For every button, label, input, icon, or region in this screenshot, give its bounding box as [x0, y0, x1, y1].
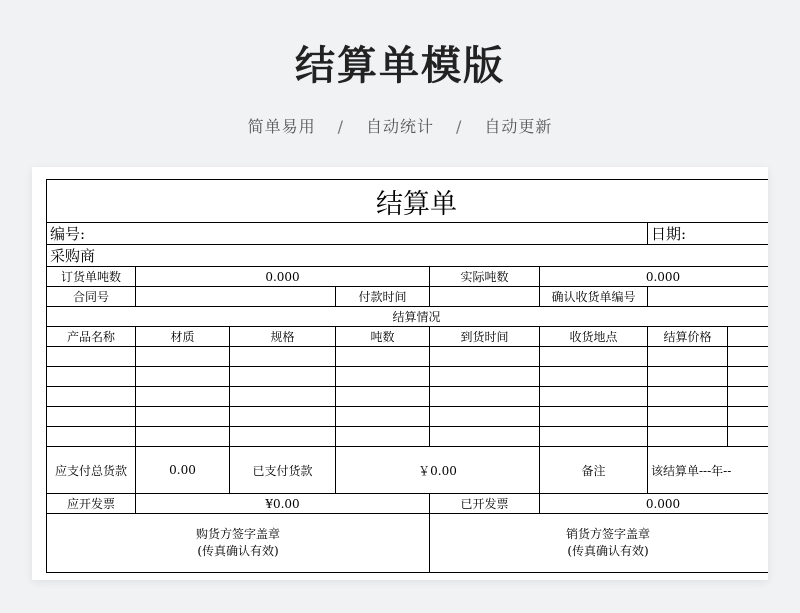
col-delivery-place: 收货地点	[540, 327, 648, 347]
buyer-label: 采购商	[47, 245, 769, 267]
receipt-no-value[interactable]	[648, 287, 769, 307]
page-title: 结算单模版	[295, 43, 505, 89]
total-due-value[interactable]: 0.00	[136, 447, 230, 494]
feature-tags	[0, 114, 800, 137]
tag-auto-stats: 自动统计	[365, 117, 434, 136]
tag-easy: 简单易用	[247, 117, 316, 136]
seller-sign-note: (传真确认有效)	[567, 544, 649, 558]
tag-separator: /	[337, 117, 344, 136]
paid-label: 已支付货款	[230, 447, 336, 494]
invoiced-value[interactable]: 0.000	[540, 494, 769, 514]
order-tons-label: 订货单吨数	[47, 267, 136, 287]
table-row	[47, 387, 769, 407]
paid-value[interactable]: ￥0.00	[336, 447, 540, 494]
seller-sign-area[interactable]	[430, 514, 769, 573]
col-product-name: 产品名称	[47, 327, 136, 347]
invoiced-label: 已开发票	[430, 494, 540, 514]
table-row	[47, 427, 769, 447]
table-row	[47, 347, 769, 367]
actual-tons-label: 实际吨数	[430, 267, 540, 287]
table-row	[47, 407, 769, 427]
col-material: 材质	[136, 327, 230, 347]
remark-label: 备注	[540, 447, 648, 494]
tag-auto-update: 自动更新	[484, 117, 553, 136]
col-spec: 规格	[230, 327, 336, 347]
table-row	[47, 367, 769, 387]
tag-separator: /	[456, 117, 463, 136]
pay-time-value[interactable]	[430, 287, 540, 307]
buyer-sign-note: (传真确认有效)	[197, 544, 279, 558]
col-extra	[728, 327, 769, 347]
buyer-sign-area[interactable]	[47, 514, 430, 573]
sheet-title: 结算单	[47, 180, 769, 223]
buyer-sign-label: 购货方签字盖章	[195, 527, 280, 541]
actual-tons-value[interactable]: 0.000	[540, 267, 769, 287]
total-due-label: 应支付总货款	[47, 447, 136, 494]
col-arrival-time: 到货时间	[430, 327, 540, 347]
section-label: 结算情况	[47, 307, 769, 327]
settlement-table	[46, 179, 768, 573]
date-label: 日期:	[648, 223, 769, 245]
receipt-no-label: 确认收货单编号	[540, 287, 648, 307]
seller-sign-label: 销货方签字盖章	[565, 527, 650, 541]
remark-value[interactable]: 该结算单---年--	[648, 447, 769, 494]
settlement-sheet	[46, 179, 768, 574]
col-settle-price: 结算价格	[648, 327, 728, 347]
pay-time-label: 付款时间	[336, 287, 430, 307]
serial-label: 编号:	[47, 223, 648, 245]
col-tons: 吨数	[336, 327, 430, 347]
contract-no-value[interactable]	[136, 287, 336, 307]
template-preview-card	[32, 167, 768, 580]
invoice-due-value[interactable]: ¥0.00	[136, 494, 430, 514]
invoice-due-label: 应开发票	[47, 494, 136, 514]
order-tons-value[interactable]: 0.000	[136, 267, 430, 287]
contract-no-label: 合同号	[47, 287, 136, 307]
